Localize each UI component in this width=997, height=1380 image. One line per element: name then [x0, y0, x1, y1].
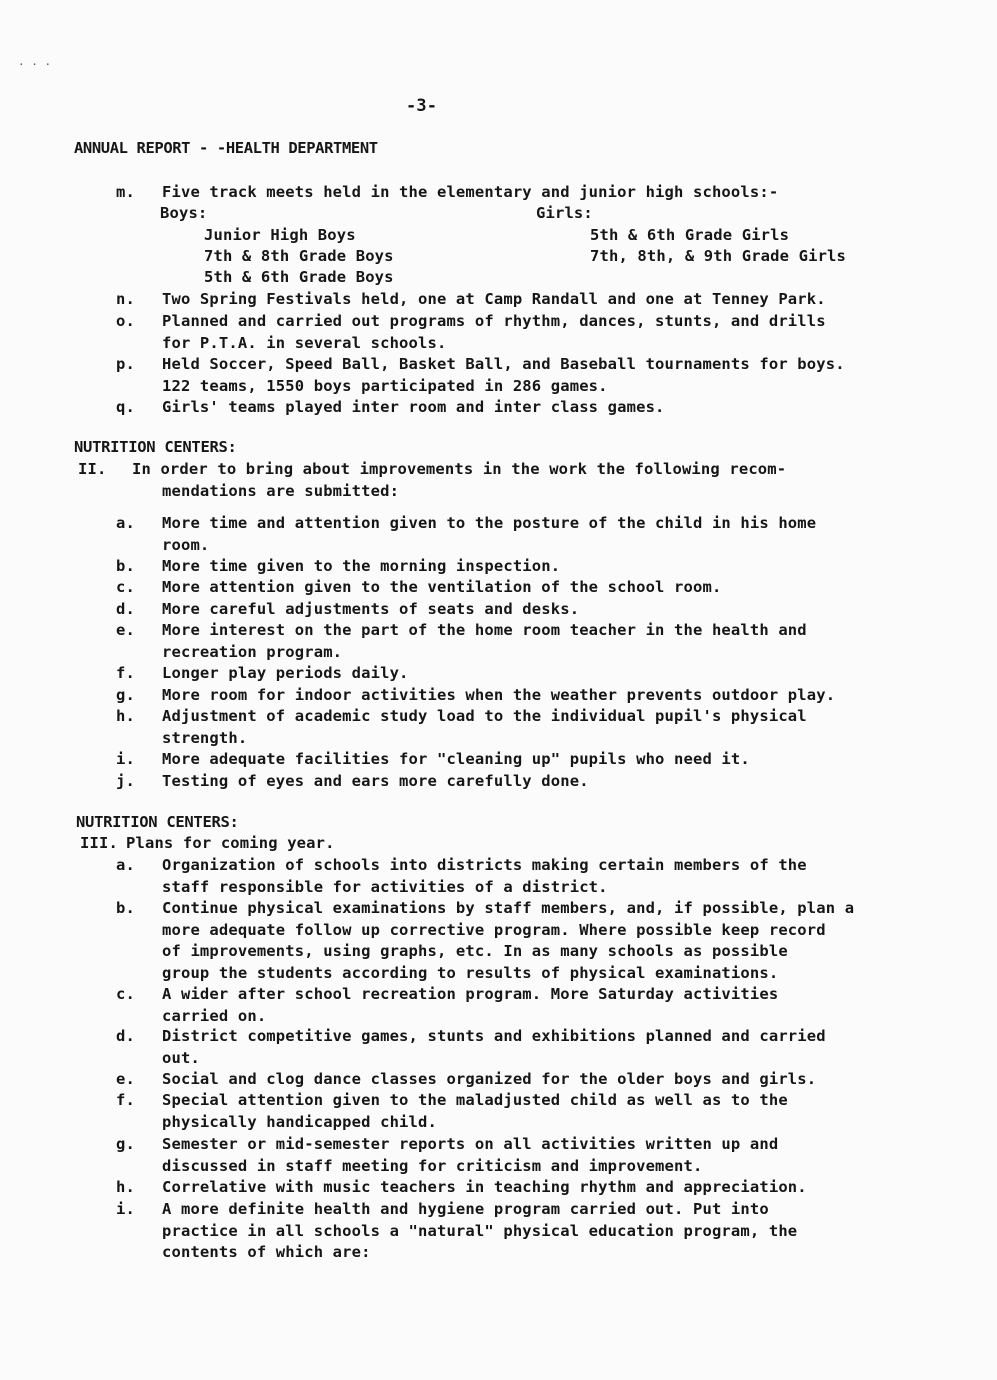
- item-text-line: out.: [162, 1048, 200, 1067]
- item-label: g.: [116, 686, 135, 704]
- section-3-intro: Plans for coming year.: [126, 834, 335, 852]
- item-text-line: More interest on the part of the home room teacher in the health and: [162, 621, 807, 639]
- item-label: e.: [116, 621, 135, 639]
- item-text-line: Planned and carried out programs of rhythm, dances, stunts, and drills: [162, 312, 826, 330]
- item-label: a.: [116, 514, 135, 532]
- item-label: g.: [116, 1135, 135, 1153]
- item-text-line: Social and clog dance classes organized for the older boys and girls.: [162, 1070, 817, 1088]
- boys-entry: Junior High Boys: [204, 226, 356, 244]
- item-text-line: Longer play periods daily.: [162, 664, 409, 682]
- item-label: b.: [116, 557, 135, 575]
- item-text-line: A wider after school recreation program. More Saturday activities: [162, 985, 779, 1003]
- section-3-heading: NUTRITION CENTERS:: [76, 813, 239, 831]
- item-text-line: recreation program.: [162, 642, 343, 661]
- item-text-line: Organization of schools into districts making certain members of the: [162, 856, 807, 874]
- item-text-line: Two Spring Festivals held, one at Camp Randall and one at Tenney Park.: [162, 290, 826, 308]
- item-text-line: More time and attention given to the posture of the child in his home: [162, 514, 817, 532]
- item-text-line: for P.T.A. in several schools.: [162, 333, 447, 352]
- item-label: e.: [116, 1070, 135, 1088]
- intro-line: mendations are submitted:: [162, 481, 400, 500]
- boys-heading: Boys:: [160, 204, 208, 222]
- item-label: c.: [116, 985, 135, 1003]
- scan-specks: · · ·: [18, 58, 52, 71]
- item-text-line: group the students according to results of physical examinations.: [162, 963, 779, 982]
- girls-entry: 7th, 8th, & 9th Grade Girls: [590, 247, 847, 265]
- item-label: a.: [116, 856, 135, 874]
- item-text-line: contents of which are:: [162, 1243, 371, 1261]
- boys-entry: 7th & 8th Grade Boys: [204, 247, 394, 265]
- item-text: Five track meets held in the elementary and junior high schools:-: [162, 183, 779, 201]
- item-label: d.: [116, 600, 135, 618]
- section-2-numeral: II.: [78, 460, 107, 478]
- report-header: ANNUAL REPORT - -HEALTH DEPARTMENT: [74, 139, 378, 157]
- item-text-line: room.: [162, 535, 210, 554]
- item-text-line: Semester or mid-semester reports on all activities written up and: [162, 1135, 779, 1153]
- item-text-line: Continue physical examinations by staff members, and, if possible, plan a: [162, 899, 855, 917]
- item-label: h.: [116, 1178, 135, 1196]
- boys-entry: 5th & 6th Grade Boys: [204, 268, 394, 286]
- item-text-line: 122 teams, 1550 boys participated in 286 games.: [162, 376, 608, 395]
- item-label: i.: [116, 750, 135, 768]
- section-2-intro: [132, 459, 786, 502]
- item-text-line: of improvements, using graphs, etc. In as many schools as possible: [162, 942, 788, 960]
- item-label: j.: [116, 772, 135, 790]
- item-label: b.: [116, 899, 135, 917]
- intro-line: In order to bring about improvements in the work the following recom-: [132, 460, 787, 478]
- item-label: o.: [116, 312, 135, 330]
- section-3-numeral: III.: [80, 834, 118, 852]
- item-text-line: Girls' teams played inter room and inter class games.: [162, 398, 665, 416]
- item-text-line: strength.: [162, 728, 248, 747]
- item-text-line: More room for indoor activities when the weather prevents outdoor play.: [162, 686, 836, 704]
- item-text-line: practice in all schools a "natural" physical education program, the: [162, 1221, 798, 1240]
- item-text-line: more adequate follow up corrective program. Where possible keep record: [162, 920, 826, 939]
- section-2-heading: NUTRITION CENTERS:: [74, 438, 237, 456]
- item-text-line: Held Soccer, Speed Ball, Basket Ball, and Baseball tournaments for boys.: [162, 355, 845, 373]
- item-label: f.: [116, 1091, 135, 1109]
- item-text-line: Adjustment of academic study load to the individual pupil's physical: [162, 707, 807, 725]
- item-text-line: More attention given to the ventilation of the school room.: [162, 578, 722, 596]
- item-label: i.: [116, 1200, 135, 1218]
- item-text-line: District competitive games, stunts and exhibitions planned and carried: [162, 1027, 826, 1045]
- item-text-line: Correlative with music teachers in teaching rhythm and appreciation.: [162, 1178, 807, 1196]
- item-text-line: discussed in staff meeting for criticism and improvement.: [162, 1156, 703, 1175]
- item-text-line: More time given to the morning inspection.: [162, 557, 561, 575]
- girls-list: [590, 225, 846, 267]
- item-label: q.: [116, 398, 135, 416]
- item-label: d.: [116, 1027, 135, 1045]
- item-label: c.: [116, 578, 135, 596]
- item-text-line: Testing of eyes and ears more carefully done.: [162, 772, 589, 790]
- item-label: n.: [116, 290, 135, 308]
- boys-list: [204, 225, 394, 288]
- item-text-line: Special attention given to the maladjusted child as well as to the: [162, 1091, 788, 1109]
- girls-heading: Girls:: [536, 204, 593, 222]
- item-label: p.: [116, 355, 135, 373]
- item-label: m.: [116, 183, 135, 201]
- item-text-line: staff responsible for activities of a district.: [162, 877, 608, 896]
- item-label: h.: [116, 707, 135, 725]
- page-number: -3-: [406, 96, 438, 116]
- item-text-line: carried on.: [162, 1006, 267, 1025]
- item-text-line: A more definite health and hygiene program carried out. Put into: [162, 1200, 769, 1218]
- item-text-line: More careful adjustments of seats and desks.: [162, 600, 580, 618]
- girls-entry: 5th & 6th Grade Girls: [590, 226, 790, 244]
- item-text-line: More adequate facilities for "cleaning up" pupils who need it.: [162, 750, 750, 768]
- item-label: f.: [116, 664, 135, 682]
- item-text-line: physically handicapped child.: [162, 1112, 437, 1131]
